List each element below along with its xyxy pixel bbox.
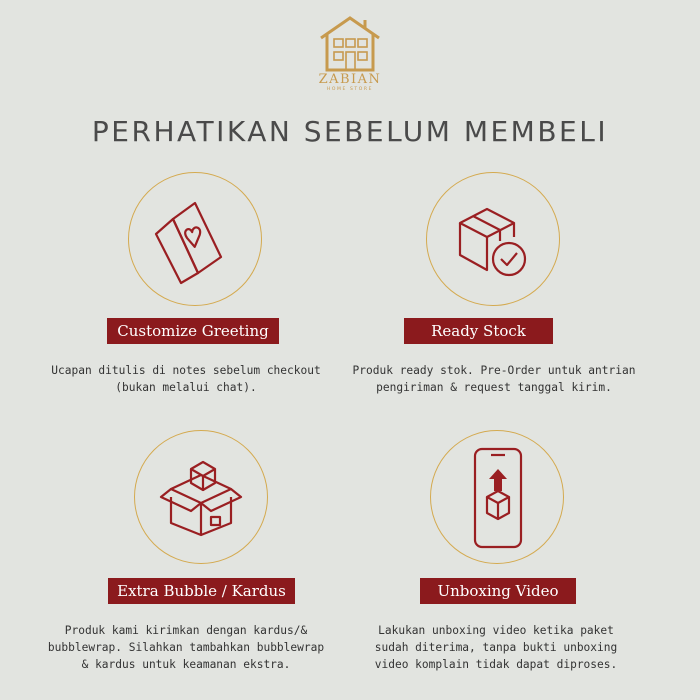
desc-line: Produk kami kirimkan dengan kardus/& — [64, 624, 308, 637]
desc-line: Produk ready stok. Pre-Order untuk antrian — [352, 364, 636, 377]
brand-logo — [305, 12, 395, 93]
icon-circle — [430, 430, 564, 564]
desc-line: (bukan melalui chat). — [115, 381, 257, 394]
label-ready-stock: Ready Stock — [404, 318, 553, 344]
brand-name: ZABIAN — [318, 72, 382, 87]
desc-line: bubblewrap. Silahkan tambahkan bubblewrap — [47, 641, 325, 654]
desc-line: Ucapan ditulis di notes sebelum checkout — [51, 364, 321, 377]
label-unboxing-video: Unboxing Video — [420, 578, 576, 604]
desc-ready-stock — [344, 362, 644, 396]
label-customize-greeting: Customize Greeting — [107, 318, 279, 344]
greeting-card-heart-icon — [129, 173, 263, 307]
icon-circle — [128, 172, 262, 306]
icon-circle — [134, 430, 268, 564]
desc-line: pengiriman & request tanggal kirim. — [376, 381, 612, 394]
label-extra-bubble: Extra Bubble / Kardus — [108, 578, 295, 604]
box-check-icon — [427, 173, 561, 307]
desc-line: sudah diterima, tanpa bukti unboxing — [374, 641, 618, 654]
desc-line: Lakukan unboxing video ketika paket — [378, 624, 614, 637]
desc-line: video komplain tidak dapat diproses. — [374, 658, 618, 671]
page-title: PERHATIKAN SEBELUM MEMBELI — [91, 115, 609, 148]
open-box-icon — [135, 431, 269, 565]
desc-line: & kardus untuk keamanan ekstra. — [81, 658, 291, 671]
phone-unboxing-icon — [431, 431, 565, 565]
brand-subtitle: HOME STORE — [326, 87, 374, 92]
icon-circle — [426, 172, 560, 306]
desc-extra-bubble — [26, 622, 346, 673]
desc-customize-greeting — [36, 362, 336, 396]
desc-unboxing-video — [346, 622, 646, 673]
house-logo-icon — [317, 12, 383, 72]
